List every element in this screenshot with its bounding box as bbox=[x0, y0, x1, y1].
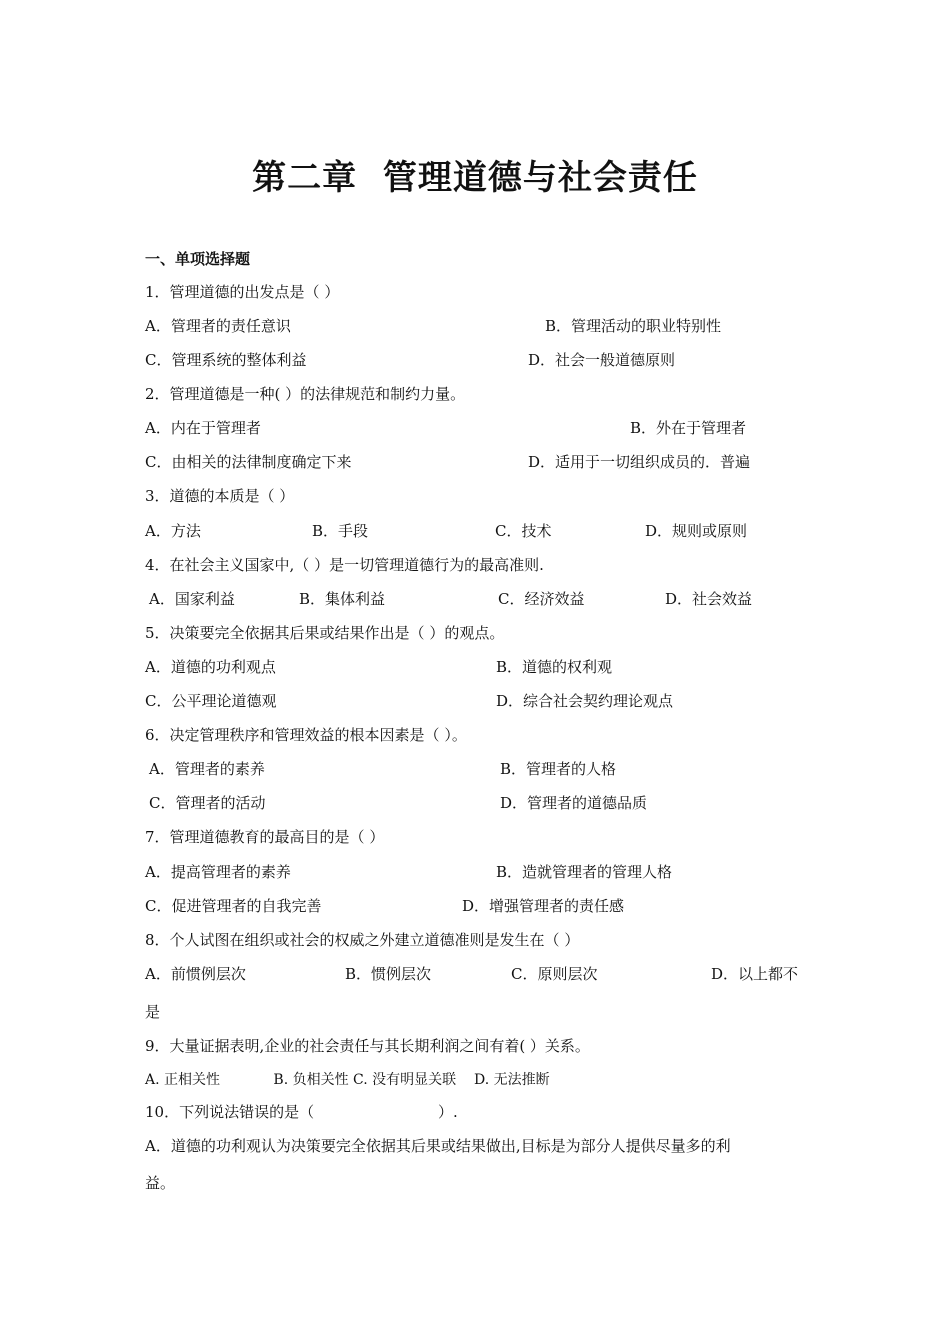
question-4-option-b: B．集体利益 bbox=[299, 590, 386, 608]
section-heading: 一、单项选择题 bbox=[145, 250, 251, 268]
question-7-stem: 7．管理道德教育的最高目的是（ ） bbox=[145, 828, 385, 846]
question-1-stem: 1．管理道德的出发点是（ ） bbox=[145, 283, 340, 301]
question-8-option-c: C．原则层次 bbox=[511, 965, 598, 983]
question-2-option-d: D．适用于一切组织成员的．普遍 bbox=[528, 453, 751, 471]
question-1-option-c: C．管理系统的整体利益 bbox=[145, 351, 307, 369]
question-5-option-a: A．道德的功利观点 bbox=[145, 658, 276, 676]
question-4-stem: 4．在社会主义国家中,（ ）是一切管理道德行为的最高准则. bbox=[145, 556, 544, 574]
question-3-stem: 3．道德的本质是（ ） bbox=[145, 487, 295, 505]
question-2-option-a: A．内在于管理者 bbox=[145, 419, 261, 437]
question-10-stem: 10．下列说法错误的是（ ）. bbox=[145, 1103, 458, 1121]
question-3-option-b: B．手段 bbox=[312, 522, 369, 540]
question-10-option-a-continued: 益。 bbox=[145, 1174, 176, 1192]
question-1-option-d: D．社会一般道德原则 bbox=[528, 351, 676, 369]
question-2-option-b: B．外在于管理者 bbox=[630, 419, 747, 437]
question-1-option-a: A．管理者的责任意识 bbox=[145, 317, 291, 335]
question-4-option-d: D．社会效益 bbox=[665, 590, 753, 608]
question-2-stem: 2．管理道德是一种( ）的法律规范和制约力量。 bbox=[145, 385, 466, 403]
question-4-option-c: C．经济效益 bbox=[498, 590, 585, 608]
question-6-option-d: D．管理者的道德品质 bbox=[500, 794, 648, 812]
question-8-option-a: A．前惯例层次 bbox=[145, 965, 246, 983]
question-3-option-d: D．规则或原则 bbox=[645, 522, 748, 540]
question-5-option-c: C．公平理论道德观 bbox=[145, 692, 277, 710]
question-8-option-b: B．惯例层次 bbox=[345, 965, 432, 983]
question-1-option-b: B．管理活动的职业特别性 bbox=[545, 317, 722, 335]
question-8-option-d-continued: 是 bbox=[145, 1003, 161, 1021]
question-5-option-b: B．道德的权利观 bbox=[496, 658, 613, 676]
question-5-stem: 5．决策要完全依据其后果或结果作出是（ ）的观点。 bbox=[145, 624, 505, 642]
question-6-stem: 6．决定管理秩序和管理效益的根本因素是（ ）。 bbox=[145, 726, 467, 744]
question-8-option-d: D．以上都不 bbox=[711, 965, 799, 983]
question-7-option-d: D．增强管理者的责任感 bbox=[462, 897, 625, 915]
question-2-option-c: C．由相关的法律制度确定下来 bbox=[145, 453, 352, 471]
question-7-option-b: B．造就管理者的管理人格 bbox=[496, 863, 673, 881]
question-9-stem: 9．大量证据表明,企业的社会责任与其长期利润之间有着( ）关系。 bbox=[145, 1037, 590, 1055]
question-7-option-a: A．提高管理者的素养 bbox=[145, 863, 291, 881]
question-3-option-c: C．技术 bbox=[495, 522, 552, 540]
question-4-option-a: A．国家利益 bbox=[149, 590, 235, 608]
chapter-title: 第二章 管理道德与社会责任 bbox=[252, 158, 698, 198]
question-6-option-a: A．管理者的素养 bbox=[149, 760, 265, 778]
question-5-option-d: D．综合社会契约理论观点 bbox=[496, 692, 674, 710]
question-10-option-a: A．道德的功利观认为决策要完全依据其后果或结果做出,目标是为部分人提供尽量多的利 bbox=[145, 1137, 731, 1155]
question-6-option-b: B．管理者的人格 bbox=[500, 760, 617, 778]
question-7-option-c: C．促进管理者的自我完善 bbox=[145, 897, 322, 915]
question-8-stem: 8．个人试图在组织或社会的权威之外建立道德准则是发生在（ ） bbox=[145, 931, 580, 949]
question-9-options: A. 正相关性 B. 负相关性 C. 没有明显关联 D. 无法推断 bbox=[145, 1072, 550, 1088]
question-3-option-a: A．方法 bbox=[145, 522, 201, 540]
question-6-option-c: C．管理者的活动 bbox=[149, 794, 266, 812]
